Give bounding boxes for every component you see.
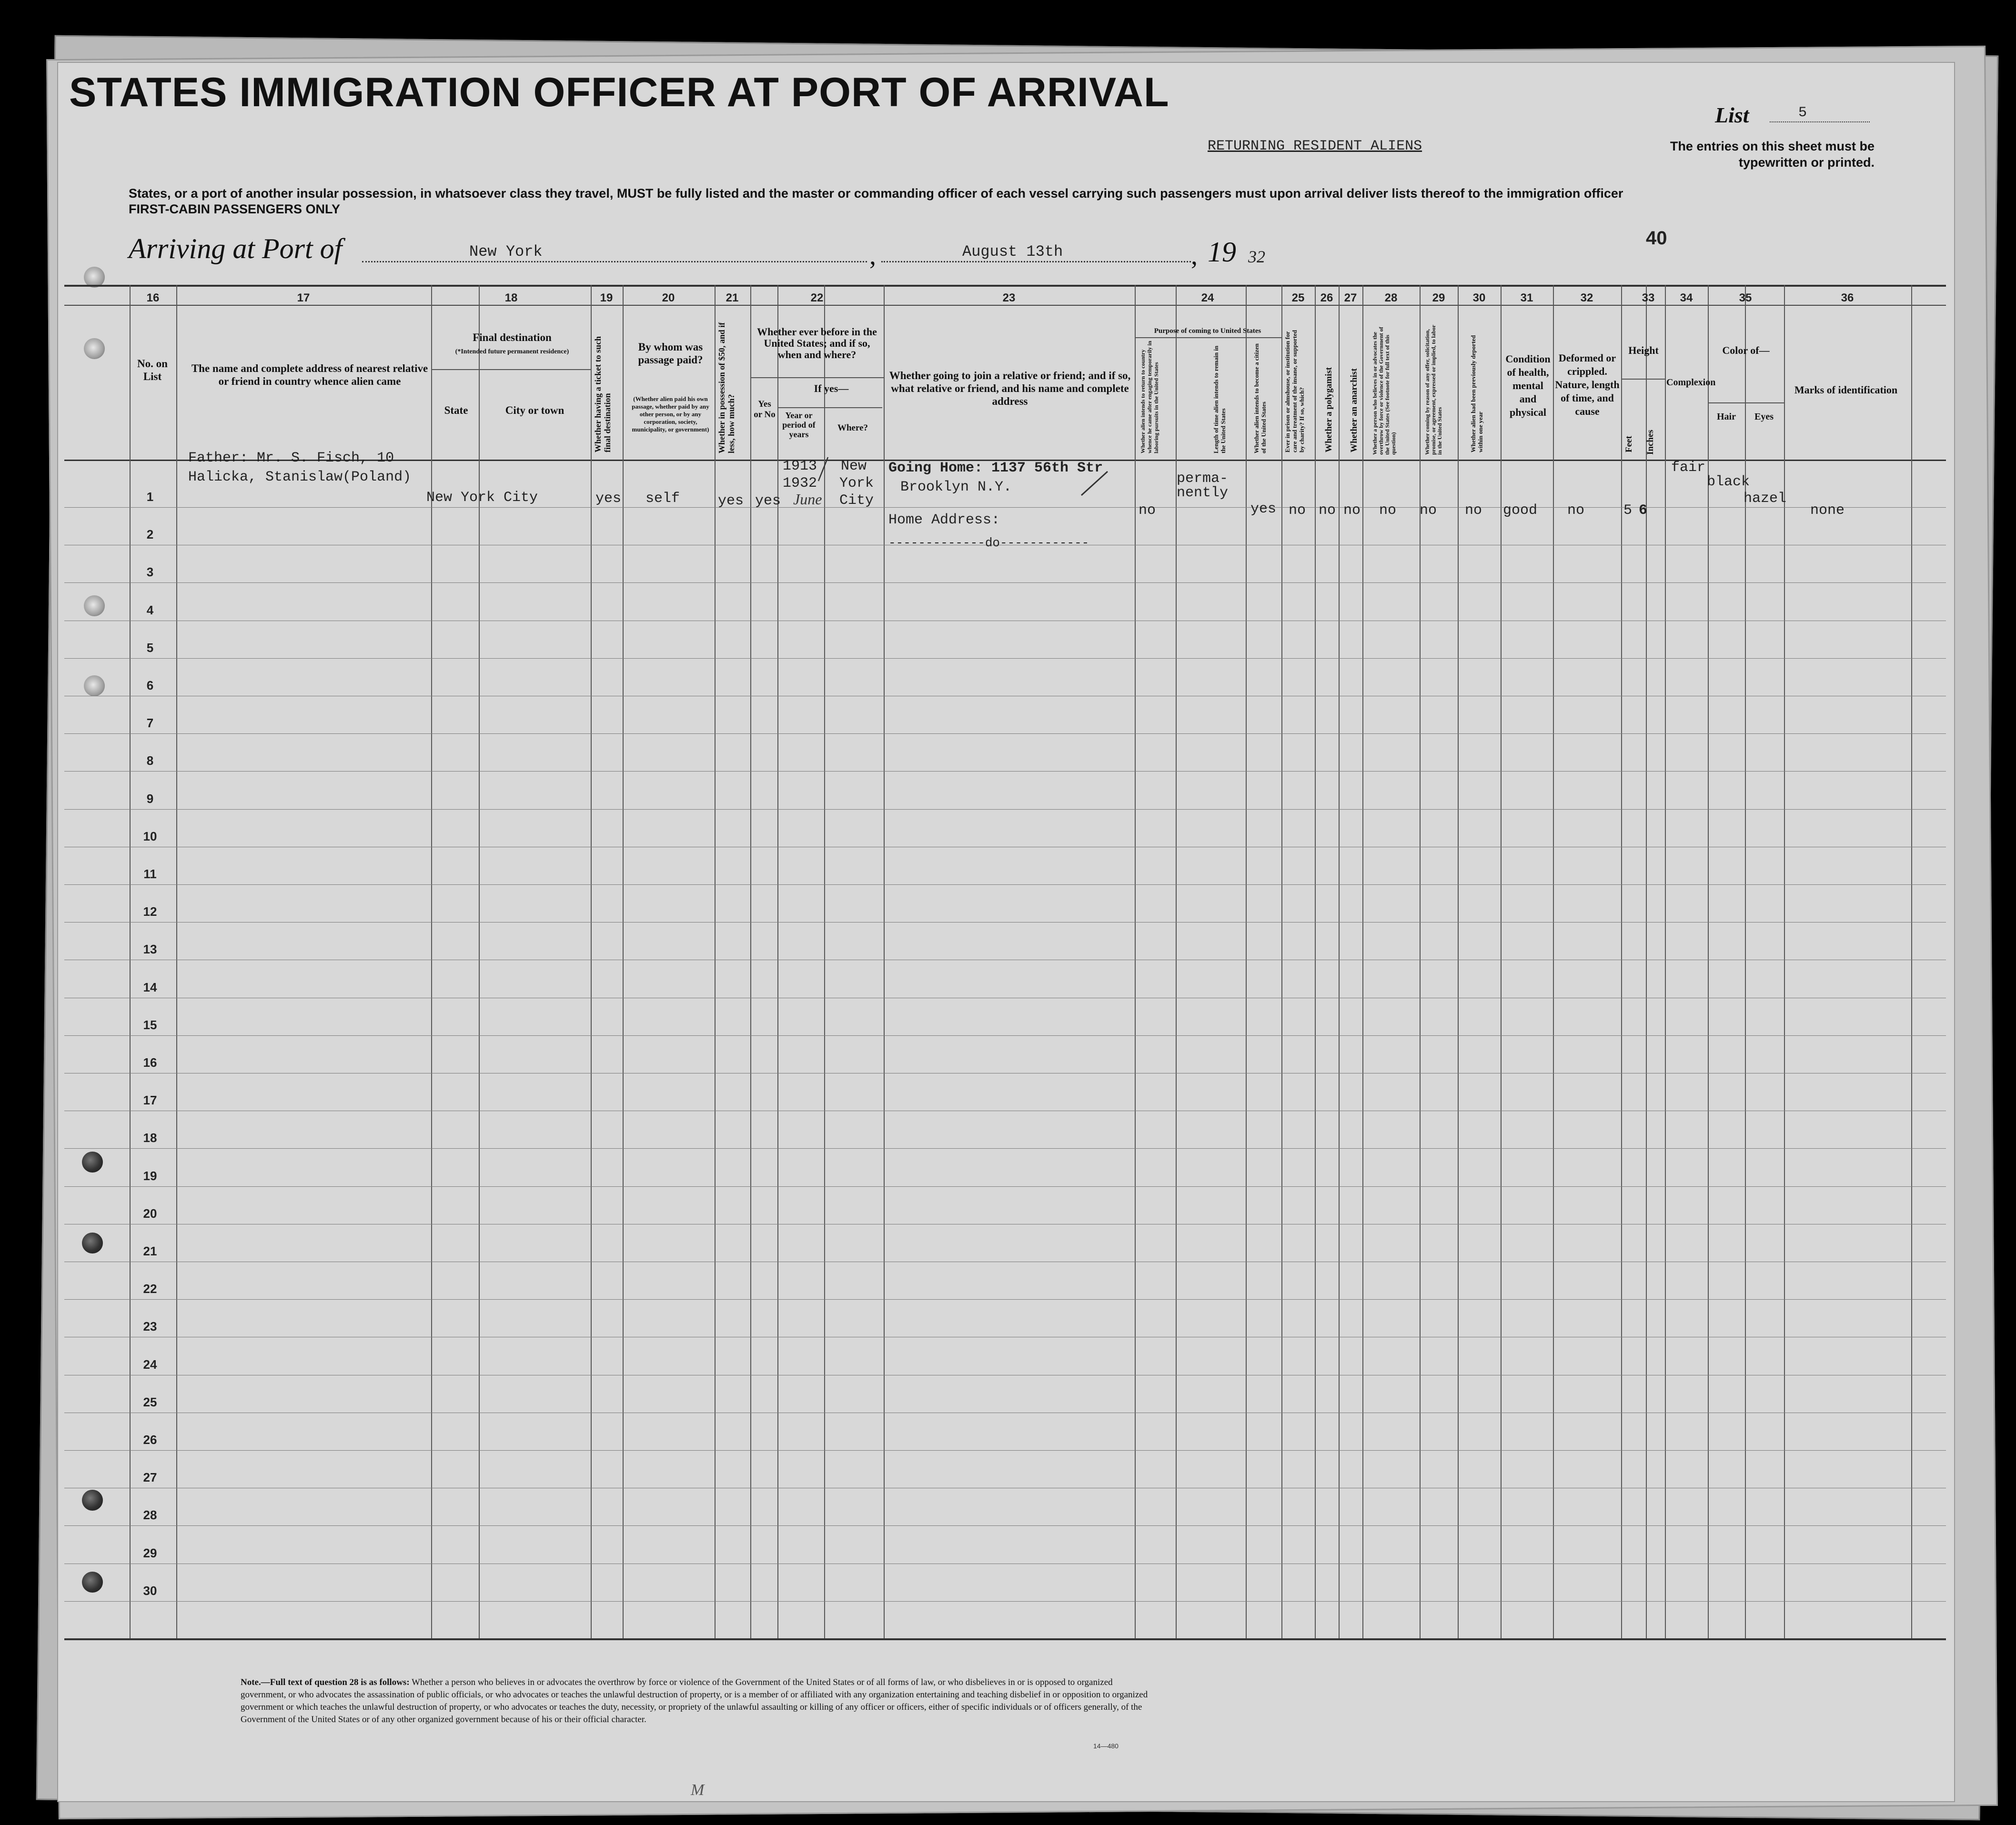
header-subrule xyxy=(1621,379,1665,380)
column-number: 31 xyxy=(1520,291,1533,304)
port-value: New York xyxy=(469,243,543,261)
column-rule xyxy=(1458,285,1459,1638)
row-number: 17 xyxy=(143,1093,157,1108)
manifest-page xyxy=(57,62,1955,1802)
column-number: 27 xyxy=(1344,291,1357,304)
col22-header: Whether ever before in the United States; and if so, when and where? xyxy=(757,326,877,361)
port-underline xyxy=(362,261,867,262)
destination-value: New York City xyxy=(426,490,538,506)
comma-separator: , xyxy=(1191,241,1198,271)
column-number-rule xyxy=(64,305,1946,306)
list-label: List xyxy=(1715,103,1749,127)
column-number: 22 xyxy=(810,291,824,304)
column-rule xyxy=(1621,285,1622,1638)
header-subrule xyxy=(750,377,884,378)
citizen-value: yes xyxy=(1250,501,1277,517)
deformed-value: no xyxy=(1567,502,1585,519)
row-number: 29 xyxy=(143,1545,157,1560)
col20-header: By whom was passage paid? xyxy=(638,341,703,366)
col35-hair: Hair xyxy=(1717,411,1736,422)
col33-header: Height xyxy=(1628,344,1659,356)
row-number: 7 xyxy=(146,716,154,731)
col36-header: Marks of identification xyxy=(1794,384,1898,396)
hair-value: black xyxy=(1707,474,1750,490)
col27-header: Whether an anarchist xyxy=(1349,368,1359,452)
column-rule xyxy=(431,285,432,1638)
column-number: 30 xyxy=(1472,291,1486,304)
row-number: 18 xyxy=(143,1131,157,1145)
column-rule xyxy=(1911,285,1912,1638)
row-number: 1 xyxy=(146,490,154,504)
row-rule xyxy=(64,771,1946,772)
column-rule xyxy=(591,285,592,1638)
col26-header: Whether a polygamist xyxy=(1324,367,1334,452)
column-rule xyxy=(750,285,751,1638)
col24-header: Purpose of coming to United States xyxy=(1154,327,1261,335)
comma-separator: , xyxy=(869,241,876,271)
col35-eyes: Eyes xyxy=(1754,411,1774,422)
binder-hole-icon xyxy=(84,675,105,696)
ticket-value: yes xyxy=(595,491,622,507)
col18-note: (*Intended future permanent residence) xyxy=(455,348,569,355)
column-number: 34 xyxy=(1680,291,1693,304)
complexion-value: fair xyxy=(1671,460,1706,476)
col23-header: Whether going to join a relative or friend; and if so, what relative or friend, and his name and complete address xyxy=(889,370,1131,407)
before-year-2: 1932 xyxy=(783,475,817,491)
column-number: 32 xyxy=(1580,291,1593,304)
health-value: good xyxy=(1503,502,1538,519)
row-rule xyxy=(64,1299,1946,1300)
column-number: 19 xyxy=(600,291,613,304)
relative-line-2: Halicka, Stanislaw(Poland) xyxy=(188,469,412,485)
check-mark-icon xyxy=(1079,469,1112,498)
row-rule xyxy=(64,1450,1946,1451)
column-rule xyxy=(824,285,825,1638)
binder-hole-icon xyxy=(84,595,105,616)
col22-where: Where? xyxy=(837,423,868,433)
col35-header: Color of— xyxy=(1722,344,1770,356)
column-number: 24 xyxy=(1201,291,1214,304)
binder-hole-icon xyxy=(82,1572,103,1593)
tick-mark-icon xyxy=(814,455,833,483)
prison-value: no xyxy=(1289,502,1306,519)
col20-note: (Whether alien paid his own passage, whether paid by any other person, or by any corporation, society, municipality, or government) xyxy=(632,395,709,433)
row-number: 12 xyxy=(143,904,157,919)
year-value: 32 xyxy=(1248,247,1265,266)
header-subrule xyxy=(1708,402,1784,403)
stay-length-value: perma- xyxy=(1177,471,1229,487)
feet-value: 5 xyxy=(1623,502,1633,519)
money-value: yes xyxy=(718,493,744,509)
eyes-value: hazel xyxy=(1744,491,1787,507)
relative-line-1: Father: Mr. S. Fisch, 10 xyxy=(188,450,394,466)
column-number: 26 xyxy=(1320,291,1333,304)
col28-header: Whether a person who believes in or advocates the overthrow by force or violence of the Government of the United States (See footnote for full text of this question) xyxy=(1371,327,1397,455)
col21-header: Whether in possession of $50, and if less, how much? xyxy=(717,322,736,453)
footnote xyxy=(241,1676,1155,1726)
header-subrule xyxy=(777,407,882,408)
col22-year: Year or period of years xyxy=(782,411,816,439)
row-number: 26 xyxy=(143,1433,157,1447)
row-rule xyxy=(64,733,1946,734)
col25-header: Ever in prison or almshouse, or institution for care and treatment of the insane, or supported by charity? If so, which? xyxy=(1284,330,1305,452)
col31-header: Condition of health, mental and physical xyxy=(1505,353,1551,418)
row-rule xyxy=(64,884,1946,885)
column-number: 36 xyxy=(1841,291,1854,304)
column-rule xyxy=(623,285,624,1638)
footnote-text: Whether a person who believes in or advocates the overthrow by force or violence of the Government of the United States or of all forms of law, or who disbelieves in or is opposed to organized government, or who advocates the assassination of public officials, or who advocates or teaches the unlawful destruction of property, or is a member of or affiliated with any organization entertaining and teaching disbelief in or opposition to organized government or which teaches the unlawful destruction of property, or who advocates or teaches the duty, necessity, or propriety of the unlawful assaulting or killing of any officer or officers, either of specific individuals or of officers generally, of the Government of the United States or of any other organized government because of his or their official character. xyxy=(241,1677,1148,1725)
col33-inches: Inches xyxy=(1645,430,1655,455)
footnote-lead: Note.—Full text of question 28 is as follows: xyxy=(241,1677,410,1687)
arriving-label: Arriving at Port of xyxy=(129,233,343,264)
row-number: 22 xyxy=(143,1282,157,1296)
table-top-rule xyxy=(64,285,1946,287)
polygamist-value: no xyxy=(1319,502,1336,519)
row-number: 5 xyxy=(146,640,154,655)
row-number: 2 xyxy=(146,527,154,542)
row-number: 21 xyxy=(143,1244,157,1258)
column-number: 20 xyxy=(662,291,675,304)
form-number: 14—480 xyxy=(1093,1742,1119,1750)
date-underline xyxy=(881,261,1191,262)
before-yesno-value: yes xyxy=(755,493,781,509)
column-number: 16 xyxy=(146,291,160,304)
row-number: 8 xyxy=(146,753,154,768)
intro-line-1: States, or a port of another insular possession, in whatsoever class they travel, MUST be fully listed and the master or commanding officer of each vessel carrying such passengers must upon arrival deliver lists thereof to the immigration officer xyxy=(129,186,1623,201)
row-number: 16 xyxy=(143,1055,157,1070)
col22-yesno: Yes or No xyxy=(754,399,776,420)
col30-header: Whether alien had been previously deported within one year xyxy=(1470,335,1484,452)
row-number: 19 xyxy=(143,1168,157,1183)
column-rule xyxy=(479,285,480,1638)
column-rule xyxy=(715,285,716,1638)
intro-text xyxy=(129,186,1653,217)
column-number: 28 xyxy=(1384,291,1398,304)
list-underline xyxy=(1770,121,1870,122)
row-number: 14 xyxy=(143,980,157,994)
passage-value: self xyxy=(645,491,680,507)
date-value: August 13th xyxy=(962,243,1063,261)
inches-value: 6 xyxy=(1639,502,1648,519)
binder-hole-icon xyxy=(82,1152,103,1173)
typewritten-note: The entries on this sheet must be typewritten or printed. xyxy=(1670,139,1875,170)
row-rule xyxy=(64,1186,1946,1187)
col16-header: No. on List xyxy=(137,358,168,382)
column-number: 25 xyxy=(1291,291,1305,304)
col34-header: Complexion xyxy=(1666,377,1716,388)
before-where-3: City xyxy=(839,492,874,509)
row-rule xyxy=(64,582,1946,583)
overthrow-value: no xyxy=(1379,502,1397,519)
deported-value: no xyxy=(1465,502,1482,519)
row-number: 4 xyxy=(146,602,154,617)
row-number: 23 xyxy=(143,1319,157,1334)
row-rule xyxy=(64,658,1946,659)
page-number: 40 xyxy=(1646,228,1667,249)
column-rule xyxy=(1362,285,1363,1638)
join-line-4: -------------do------------ xyxy=(888,536,1089,550)
col17-header: The name and complete address of nearest relative or friend in country whence alien came xyxy=(191,362,428,387)
join-line-3: Home Address: xyxy=(888,512,1000,528)
row-rule xyxy=(64,1601,1946,1602)
return-intent-value: no xyxy=(1139,502,1156,519)
column-rule xyxy=(1784,285,1785,1638)
row-number: 10 xyxy=(143,829,157,843)
column-rule xyxy=(777,285,778,1638)
row-number: 13 xyxy=(143,942,157,957)
row-rule xyxy=(64,809,1946,810)
column-number: 29 xyxy=(1432,291,1445,304)
header-subrule xyxy=(431,369,591,370)
column-rule xyxy=(1665,285,1666,1638)
anarchist-value: no xyxy=(1343,502,1361,519)
col29-header: Whether coming by reason of any offer, solicitation, promise, or agreement, expressed or implied, to labor in the United States xyxy=(1424,325,1443,455)
col19-header: Whether having a ticket to such final destination xyxy=(593,336,612,452)
row-rule xyxy=(64,1525,1946,1526)
before-month: June xyxy=(793,491,822,508)
before-where-1: New xyxy=(841,458,867,474)
column-rule xyxy=(130,285,131,1638)
col33-feet: Feet xyxy=(1624,436,1634,452)
col24c-header: Whether alien intends to become a citizen of the United States xyxy=(1253,343,1267,453)
column-number: 33 xyxy=(1642,291,1655,304)
column-rule xyxy=(884,285,885,1638)
col24a-header: Whether alien intends to return to country whence he came after engaging temporarily in laboring pursuits in the United States xyxy=(1139,341,1159,453)
list-value: 5 xyxy=(1798,105,1807,121)
column-number: 23 xyxy=(1002,291,1016,304)
year-prefix: 19 xyxy=(1208,236,1236,268)
column-number: 21 xyxy=(726,291,739,304)
row-number: 11 xyxy=(143,867,157,881)
join-line-2: Brooklyn N.Y. xyxy=(900,479,1012,495)
column-rule xyxy=(1646,285,1647,1638)
column-rule xyxy=(1420,285,1421,1638)
column-rule xyxy=(1135,285,1136,1638)
column-number: 35 xyxy=(1739,291,1752,304)
row-number: 9 xyxy=(146,791,154,806)
column-rule xyxy=(1246,285,1247,1638)
column-rule xyxy=(1339,285,1340,1638)
join-line-1: Going Home: 1137 56th Str xyxy=(888,460,1103,476)
table-bottom-rule xyxy=(64,1638,1946,1640)
row-rule xyxy=(64,507,1946,508)
row-number: 27 xyxy=(143,1470,157,1485)
col24b-header: Length of time alien intends to remain in the United States xyxy=(1212,345,1227,453)
marks-value: none xyxy=(1810,502,1845,519)
row-number: 30 xyxy=(143,1583,157,1598)
col22-ifyes: If yes— xyxy=(814,382,849,394)
row-number: 3 xyxy=(146,565,154,580)
row-number: 28 xyxy=(143,1508,157,1523)
col32-header: Deformed or crippled. Nature, length of time, and cause xyxy=(1555,352,1620,417)
binder-hole-icon xyxy=(82,1233,103,1253)
before-where-2: York xyxy=(839,475,874,491)
column-rule xyxy=(176,285,177,1638)
row-number: 24 xyxy=(143,1357,157,1372)
column-rule xyxy=(1501,285,1502,1638)
row-number: 25 xyxy=(143,1394,157,1409)
row-number: 20 xyxy=(143,1206,157,1221)
row-rule xyxy=(64,1035,1946,1036)
stay-length-value-2: nently xyxy=(1177,485,1229,501)
column-rule xyxy=(1553,285,1554,1638)
page-title: STATES IMMIGRATION OFFICER AT PORT OF ARRIVAL xyxy=(69,70,1169,115)
intro-line-2: FIRST-CABIN PASSENGERS ONLY xyxy=(129,202,341,216)
row-rule xyxy=(64,1148,1946,1149)
column-rule xyxy=(1315,285,1316,1638)
row-number: 6 xyxy=(146,678,154,692)
row-number: 15 xyxy=(143,1017,157,1032)
col18-city: City or town xyxy=(505,404,564,416)
binder-hole-icon xyxy=(82,1490,103,1511)
margin-mark: M xyxy=(691,1781,705,1799)
column-number: 18 xyxy=(504,291,518,304)
before-year-1: 1913 xyxy=(783,458,817,474)
column-rule xyxy=(1281,285,1282,1638)
binder-hole-icon xyxy=(84,338,105,359)
column-number: 17 xyxy=(297,291,310,304)
row-rule xyxy=(64,922,1946,923)
labor-offer-value: no xyxy=(1420,502,1437,519)
col18-state: State xyxy=(444,404,468,416)
col18-header: Final destination xyxy=(473,331,552,343)
returning-aliens-label: RETURNING RESIDENT ALIENS xyxy=(1208,138,1422,154)
